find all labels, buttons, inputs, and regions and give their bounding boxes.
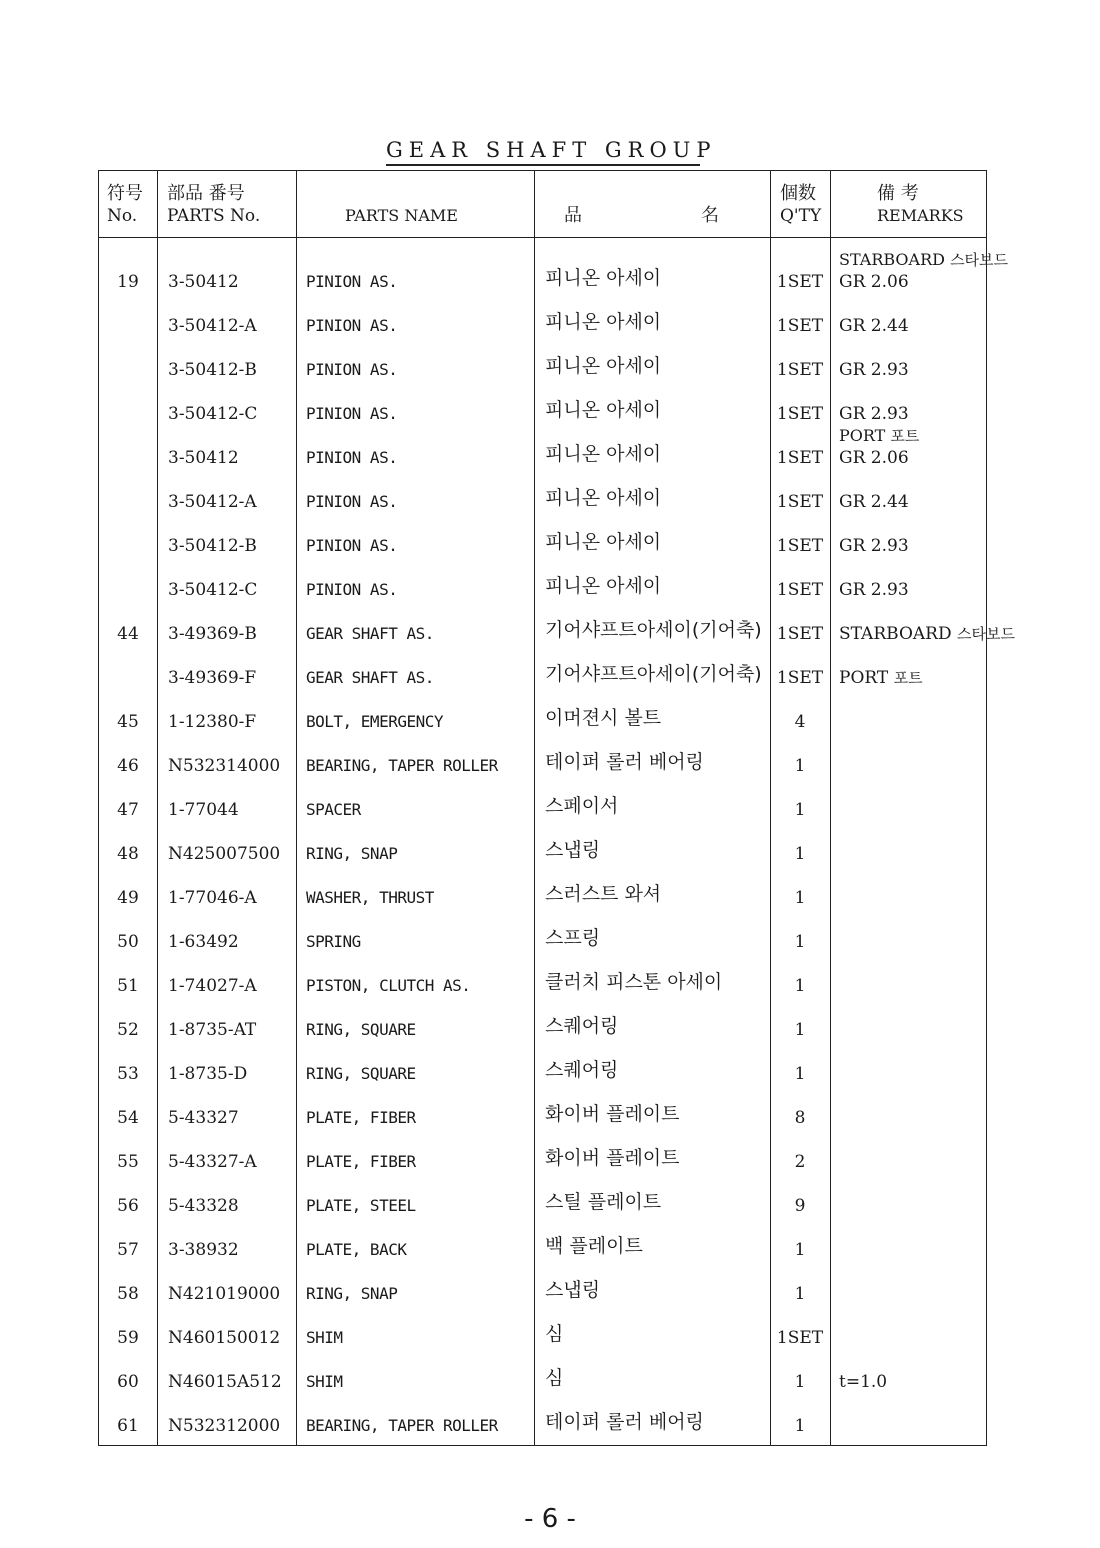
part-number: 1-8735-AT	[168, 1020, 257, 1040]
header-name-label: PARTS NAME	[345, 206, 458, 225]
part-name-korean: 피니온 아세이	[545, 399, 662, 421]
part-name: RING, SNAP	[306, 844, 398, 863]
part-number: N532312000	[168, 1416, 281, 1436]
table-row	[99, 699, 986, 743]
part-number: 1-74027-A	[168, 976, 257, 996]
row-number: 50	[117, 932, 139, 952]
part-number: 3-50412	[168, 272, 239, 292]
table-row	[99, 1315, 986, 1359]
part-name: RING, SQUARE	[306, 1064, 416, 1083]
quantity: 1SET	[776, 272, 824, 292]
quantity: 1	[794, 888, 806, 908]
table-row	[99, 1007, 986, 1051]
remarks: GR 2.44	[839, 316, 909, 336]
part-name: SHIM	[306, 1372, 343, 1391]
part-name: PINION AS.	[306, 272, 398, 291]
quantity: 1	[794, 1064, 806, 1084]
quantity: 9	[794, 1196, 806, 1216]
part-number: 3-50412-A	[168, 492, 257, 512]
row-number: 57	[117, 1240, 139, 1260]
quantity: 1	[794, 1372, 806, 1392]
header-pn-label: PARTS No.	[167, 206, 261, 226]
row-number: 61	[117, 1416, 139, 1436]
part-name-korean: 심	[545, 1367, 564, 1389]
remarks	[839, 667, 923, 689]
page-number: - 6 -	[524, 1504, 576, 1534]
part-name-korean: 피니온 아세이	[545, 575, 662, 597]
row-number: 45	[117, 712, 139, 732]
part-name-korean: 피니온 아세이	[545, 531, 662, 553]
table-body	[99, 250, 1015, 1447]
remarks-korean: 스타보드	[957, 625, 1015, 643]
header-qty-kanji: 個数	[780, 183, 816, 204]
table-row	[99, 963, 986, 1007]
part-number: 3-50412-B	[168, 360, 257, 380]
part-name-korean: 백 플레이트	[545, 1235, 643, 1257]
row-number: 51	[117, 976, 139, 996]
quantity: 1SET	[776, 316, 824, 336]
remarks-text: PORT	[839, 668, 889, 688]
part-name-korean: 피니온 아세이	[545, 311, 662, 333]
table-row	[99, 655, 986, 699]
part-name: GEAR SHAFT AS.	[306, 624, 434, 643]
part-name: PINION AS.	[306, 404, 398, 423]
header-rem-label: REMARKS	[877, 206, 964, 225]
part-name-korean: 테이퍼 롤러 베어링	[545, 751, 704, 773]
part-number: 1-63492	[168, 932, 239, 952]
part-name: PLATE, BACK	[306, 1240, 407, 1259]
table-row	[99, 1095, 986, 1139]
table-row	[99, 611, 1015, 655]
table-row	[99, 426, 986, 479]
header-divider	[99, 237, 986, 238]
part-number: 3-38932	[168, 1240, 239, 1260]
part-number: N421019000	[168, 1284, 281, 1304]
part-name: SHIM	[306, 1328, 343, 1347]
remarks: t=1.0	[839, 1372, 888, 1392]
quantity: 1	[794, 1240, 806, 1260]
row-number: 48	[117, 844, 139, 864]
header-pn-kanji: 部品 番号	[167, 183, 245, 204]
part-name-korean: 스퀘어링	[545, 1059, 619, 1081]
remarks: GR 2.06	[839, 272, 909, 292]
row-number: 56	[117, 1196, 139, 1216]
table-row	[99, 479, 986, 523]
part-name: PLATE, STEEL	[306, 1196, 416, 1215]
part-name: PISTON, CLUTCH AS.	[306, 976, 471, 995]
part-number: 1-8735-D	[168, 1064, 248, 1084]
table-row	[99, 875, 986, 919]
part-name-korean: 심	[545, 1323, 564, 1345]
part-number: 1-77044	[168, 800, 239, 820]
part-name-korean: 기어샤프트아세이(기어축)	[545, 663, 762, 685]
remarks-text: STARBOARD	[839, 624, 952, 644]
part-name: RING, SQUARE	[306, 1020, 416, 1039]
row-number: 58	[117, 1284, 139, 1304]
row-number: 59	[117, 1328, 139, 1348]
part-number: 3-50412-C	[168, 580, 258, 600]
part-name: PINION AS.	[306, 536, 398, 555]
remarks-side-label	[839, 425, 919, 446]
table-row	[99, 1183, 986, 1227]
header-kr-b: 名	[701, 205, 719, 226]
remarks-side-text: STARBOARD	[839, 250, 945, 269]
part-name: GEAR SHAFT AS.	[306, 668, 434, 687]
quantity: 1	[794, 756, 806, 776]
row-number: 46	[117, 756, 139, 776]
table-row	[99, 787, 986, 831]
quantity: 1SET	[776, 1328, 824, 1348]
part-name: BEARING, TAPER ROLLER	[306, 756, 498, 775]
part-number: 3-50412-B	[168, 536, 257, 556]
part-name: PINION AS.	[306, 492, 398, 511]
part-name-korean: 스냅링	[545, 839, 601, 861]
quantity: 1	[794, 844, 806, 864]
part-number: 3-50412-C	[168, 404, 258, 424]
part-name: SPRING	[306, 932, 361, 951]
header-no-kanji: 符号	[107, 183, 143, 204]
table-row	[99, 250, 1009, 303]
table-row	[99, 303, 986, 347]
row-number: 49	[117, 888, 139, 908]
remarks: GR 2.93	[839, 580, 909, 600]
remarks-side-korean: 포트	[890, 427, 920, 445]
header-kr-a: 品	[564, 205, 582, 226]
row-number: 55	[117, 1152, 139, 1172]
table-row	[99, 1227, 986, 1271]
part-name-korean: 스틸 플레이트	[545, 1191, 662, 1213]
part-number: N532314000	[168, 756, 281, 776]
remarks: GR 2.06	[839, 448, 909, 468]
remarks: GR 2.93	[839, 536, 909, 556]
table-row	[99, 1051, 986, 1095]
row-number: 54	[117, 1108, 139, 1128]
header-no-label: No.	[107, 206, 138, 226]
quantity: 1	[794, 932, 806, 952]
remarks: GR 2.93	[839, 360, 909, 380]
part-name-korean: 이머젼시 볼트	[545, 707, 662, 729]
part-name-korean: 테이퍼 롤러 베어링	[545, 1411, 704, 1433]
parts-table	[98, 170, 1015, 1446]
table-row	[99, 1139, 986, 1183]
part-name-korean: 스러스트 와셔	[545, 883, 662, 905]
part-number: N460150012	[168, 1328, 281, 1348]
part-name-korean: 화이버 플레이트	[545, 1147, 680, 1169]
header-rem-kanji: 備 考	[877, 183, 919, 204]
table-row	[99, 743, 986, 787]
remarks: GR 2.93	[839, 404, 909, 424]
quantity: 1SET	[776, 404, 824, 424]
remarks-side-label	[839, 249, 1008, 270]
quantity: 1SET	[776, 580, 824, 600]
part-number: 3-49369-F	[168, 668, 257, 688]
part-name-korean: 클러치 피스톤 아세이	[545, 971, 723, 993]
page-title: GEAR SHAFT GROUP	[386, 138, 700, 166]
part-name: BOLT, EMERGENCY	[306, 712, 443, 731]
remarks-korean: 포트	[893, 669, 923, 687]
part-number: N46015A512	[168, 1372, 282, 1392]
part-name-korean: 화이버 플레이트	[545, 1103, 680, 1125]
quantity: 2	[794, 1152, 806, 1172]
quantity: 1	[794, 1284, 806, 1304]
part-name-korean: 스프링	[545, 927, 601, 949]
quantity: 8	[794, 1108, 806, 1128]
part-number: 1-77046-A	[168, 888, 257, 908]
table-row	[99, 919, 986, 963]
part-name: PINION AS.	[306, 580, 398, 599]
part-number: 1-12380-F	[168, 712, 257, 732]
row-number: 53	[117, 1064, 139, 1084]
part-name: PLATE, FIBER	[306, 1108, 416, 1127]
row-number: 52	[117, 1020, 139, 1040]
part-name: PINION AS.	[306, 360, 398, 379]
row-number: 44	[117, 624, 139, 644]
part-number: 5-43327-A	[168, 1152, 257, 1172]
quantity: 1	[794, 800, 806, 820]
part-name-korean: 피니온 아세이	[545, 443, 662, 465]
quantity: 1SET	[776, 536, 824, 556]
row-number: 19	[117, 272, 139, 292]
remarks-side-text: PORT	[839, 426, 886, 445]
part-name: SPACER	[306, 800, 361, 819]
table-row	[99, 567, 986, 611]
quantity: 1SET	[776, 624, 824, 644]
remarks: GR 2.44	[839, 492, 909, 512]
quantity: 1SET	[776, 448, 824, 468]
part-name: WASHER, THRUST	[306, 888, 434, 907]
part-name-korean: 피니온 아세이	[545, 355, 662, 377]
part-name-korean: 스퀘어링	[545, 1015, 619, 1037]
table-row	[99, 347, 986, 391]
table-row	[99, 1271, 986, 1315]
quantity: 4	[794, 712, 806, 732]
part-name: PLATE, FIBER	[306, 1152, 416, 1171]
table-row	[99, 1359, 986, 1403]
part-name-korean: 스냅링	[545, 1279, 601, 1301]
part-number: 3-50412	[168, 448, 239, 468]
quantity: 1	[794, 976, 806, 996]
header-qty-label: Q'TY	[780, 206, 822, 226]
part-name-korean: 피니온 아세이	[545, 267, 662, 289]
part-name: PINION AS.	[306, 448, 398, 467]
part-number: 5-43327	[168, 1108, 239, 1128]
part-name: BEARING, TAPER ROLLER	[306, 1416, 498, 1435]
quantity: 1SET	[776, 360, 824, 380]
part-number: N425007500	[168, 844, 281, 864]
quantity: 1SET	[776, 668, 824, 688]
quantity: 1	[794, 1416, 806, 1436]
part-name-korean: 스페이서	[545, 795, 619, 817]
table-row	[99, 1403, 986, 1447]
remarks-side-korean: 스타보드	[950, 251, 1009, 269]
part-number: 5-43328	[168, 1196, 239, 1216]
part-name-korean: 기어샤프트아세이(기어축)	[545, 619, 762, 641]
quantity: 1	[794, 1020, 806, 1040]
part-name-korean: 피니온 아세이	[545, 487, 662, 509]
part-number: 3-50412-A	[168, 316, 257, 336]
quantity: 1SET	[776, 492, 824, 512]
remarks	[839, 623, 1015, 645]
table-row	[99, 831, 986, 875]
row-number: 60	[117, 1372, 139, 1392]
part-number: 3-49369-B	[168, 624, 257, 644]
table-row	[99, 523, 986, 567]
part-name: PINION AS.	[306, 316, 398, 335]
row-number: 47	[117, 800, 139, 820]
part-name: RING, SNAP	[306, 1284, 398, 1303]
